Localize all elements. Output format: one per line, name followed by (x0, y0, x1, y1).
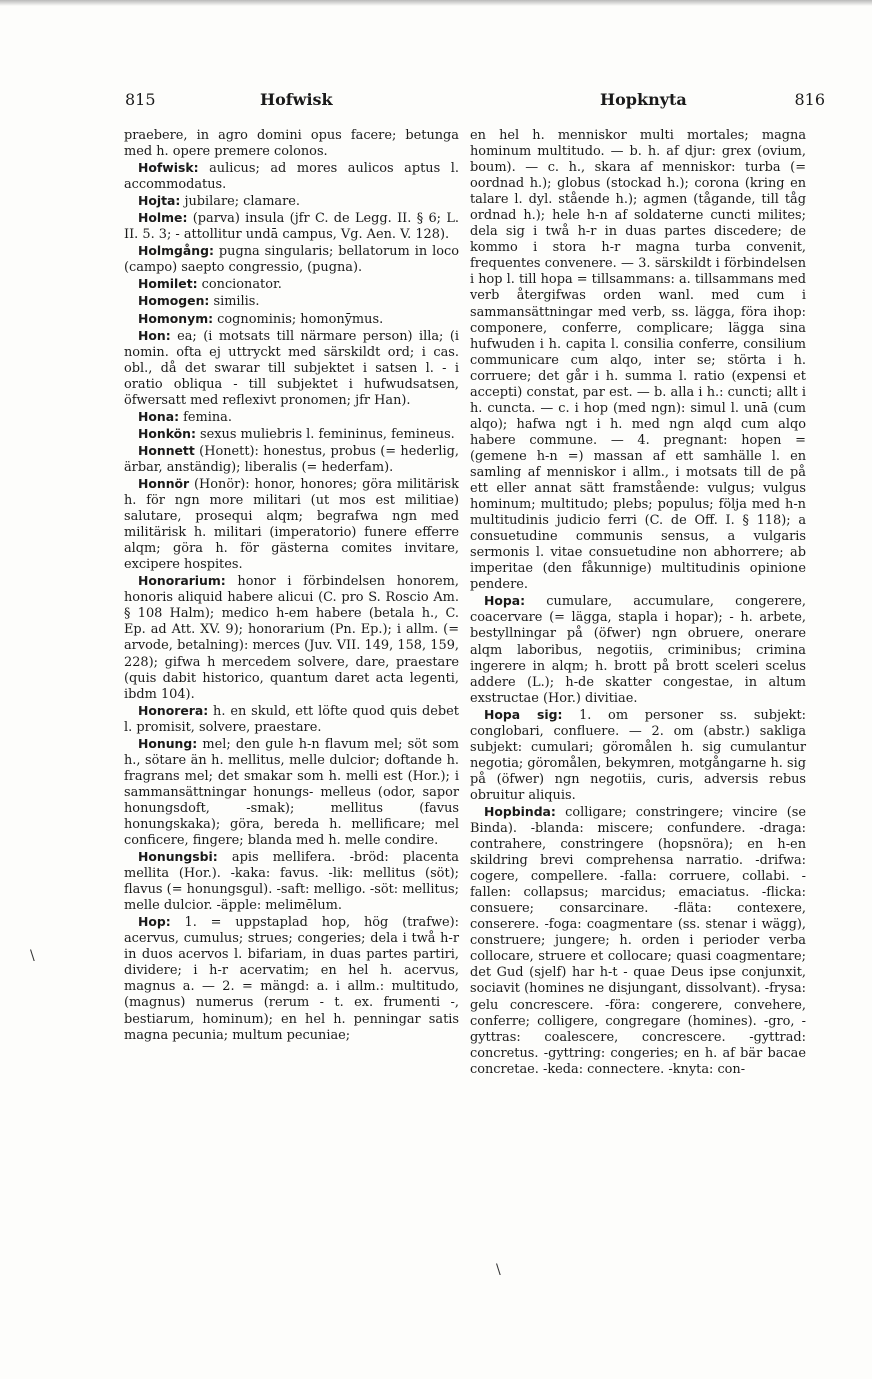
entry-text: ea; (i motsats till närmare person) illa; (i nomin. ofta ej uttryckt med särskildt ord; i cas. obl., då det swarar till subjektet i satsen l. - i oratio obliqua - till subjektet i hufwudsatsen, öfwersatt med reflexivt pronomen; jfr Han). (124, 328, 459, 408)
entry-text: h. en skuld, ett löfte quod quis debet l. promisit, solvere, praestare. (124, 703, 459, 735)
page-number-right: 816 (794, 90, 825, 109)
entry-headword: Honung: (138, 735, 198, 751)
entry-text: (Honett): honestus, probus (= hederlig, ärbar, anständig); liberalis (= hederfam). (124, 443, 459, 475)
entry-headword: Hopbinda: (484, 803, 556, 819)
running-head-right: Hopknyta (600, 90, 687, 109)
running-head-left: Hofwisk (260, 90, 333, 109)
dictionary-entry (124, 243, 459, 276)
dictionary-entry (124, 311, 459, 328)
dictionary-entry (124, 476, 459, 573)
entry-text: sexus muliebris l. femininus, femineus. (195, 426, 455, 442)
dictionary-entry (124, 128, 459, 160)
entry-text: en hel h. menniskor multi mortales; magna hominum multitudo. — b. h. af djur: grex (ovium, boum). — c. h., skara af menniskor: turba (= oordnad h.); globus (stockad h.); corona (kring en talare l. dyl. stående h.); agmen (tågande, till tåg ordnad h.); hele h-n af soldaterne cuncti milites; dela sig i twå h-r in duas partes discedere; de kommo i stora h-r magna turba convenit, frequentes convenere. — 3. särskildt i förbindelsen i hop l. till hopa = tillsammans: a. tillsammans med verb återgifwas orden wanl. med cum i sammansättningar med verb, ss. lägga, föra ihop: componere, conferre, complicare; lägga sina hufwuden i h. capita l. consilia conferre, consilium communicare cum alqo, inter se; störta i h. corruere; det går i h. summa l. ratio (expensi et accepti) constat, par est. — b. alla i h.: cuncti; allt i h. cuncta. — c. i hop (med ngn): simul l. unā (cum alqo); hafwa ngt i h. med ngn alqd cum alqo habere commune. — 4. pregnant: hopen = (gemene h-n =) massan af ett samhälle l. en samling af menniskor i allm., i motsats till de på ett eller annat sätt framstående: vulgus; vulgus hominum; multitudo; plebs; populus; följa med h-n multitudinis judicio ferri (C. de Off. I. § 118); a consuetudine communis sensus, a vulgaris sermonis l. vitae consuetudine non abhorrere; ab imperitae (den fåkunnige) multitudinis opinione pendere. (470, 128, 806, 593)
dictionary-entry (124, 703, 459, 736)
entry-headword: Holmgång: (138, 243, 214, 259)
entry-text: aulicus; ad mores aulicos aptus l. accommodatus. (124, 161, 459, 193)
left-column (124, 128, 459, 1044)
dictionary-entry (124, 328, 459, 409)
entry-text: honor i förbindelsen honorem, honoris aliquid habere alicui (C. pro S. Roscio Am. § 108 Halm); medico h-em habere (betala h., C. Ep. ad Att. XV. 9); honorarium (Pn. Ep.); i allm. (= arvode, betalning): merces (Juv. VII. 149, 158, 159, 228); gifwa h mercedem solvere, dare, praestare (quis dabit historico, quantum daret acta legenti, ibdm 104). (124, 574, 459, 702)
entry-text: jubilare; clamare. (180, 194, 301, 210)
dictionary-entry (124, 426, 459, 443)
entry-text: (parva) insula (jfr C. de Legg. II. § 6; L. II. 5. 3; - attollitur undā campus, Vg. Aen. V. 128). (124, 211, 459, 243)
entry-headword: Hopa: (484, 593, 526, 609)
entry-headword: Hon: (138, 327, 171, 343)
entry-text: femina. (179, 409, 232, 425)
entry-text: similis. (209, 294, 260, 310)
entry-text: cognominis; homonȳmus. (213, 311, 384, 327)
dictionary-entry (124, 849, 459, 914)
entry-headword: Honorera: (138, 702, 209, 718)
dictionary-entry (124, 573, 459, 702)
entry-text: concionator. (197, 277, 282, 293)
entry-text: (Honör): honor, honores; göra militärisk h. för ngn more militari (ut mos est militiae) salutare, prosequi alqm; begrafwa ngn med militärisk h. militari (imperatorio) funere efferre alqm; göra h. för gästerna comites invitare, excipere hospites. (124, 476, 459, 573)
entry-headword: Honnör (138, 475, 190, 491)
margin-mark: \ (496, 1262, 501, 1278)
entry-headword: Honkön: (138, 425, 196, 441)
entry-headword: Honungsbi: (138, 849, 218, 865)
entry-headword: Homonym: (138, 310, 214, 326)
entry-text: apis mellifera. -bröd: placenta mellita (Hor.). -kaka: favus. -lik: mellitus (söt); flavus (= honungsgul). -saft: melligo. -söt: mellitus; melle dulcior. -äpple: melimēlum. (124, 850, 459, 914)
entry-text: 1. om personer ss. subjekt: conglobari, confluere. — 2. om (abstr.) sakliga subjekt: cumulari; göromålen h. sig cumulantur negotia; göromålen, bekymren, motgångarne h. sig på (öfwer) ngn negotiis, curis, adversis rebus obruitur aliquis. (470, 707, 806, 803)
dictionary-entry (124, 160, 459, 193)
dictionary-entry (470, 804, 806, 1078)
entry-headword: Honorarium: (138, 573, 226, 589)
dictionary-entry (124, 443, 459, 476)
dictionary-entry (470, 593, 806, 706)
right-column (470, 128, 806, 1078)
dictionary-entry (124, 193, 459, 210)
entry-headword: Homilet: (138, 276, 198, 292)
dictionary-entry (124, 210, 459, 243)
entry-headword: Holme: (138, 210, 188, 226)
entry-text: cumulare, accumulare, congerere, coacervare (= lägga, stapla i hopar); - h. arbete, bestyllningar på (öfwer) ngn obruere, onerare alqm laboribus, negotiis, criminibus; crimina ingerere in alqm; h. brott på brott sceleri scelus addere (L.); h-de skatter congestae, in altum exstructae (Hor.) divitiae. (470, 594, 806, 706)
dictionary-entry (124, 914, 459, 1043)
dictionary-entry (470, 128, 806, 593)
entry-headword: Hop: (138, 914, 171, 930)
entry-text: pugna singularis; bellatorum in loco (campo) saepto congressio, (pugna). (124, 244, 459, 276)
entry-headword: Honnett (138, 442, 195, 458)
entry-text: praebere, in agro domini opus facere; betunga med h. opere premere colonos. (124, 128, 459, 160)
dictionary-entry (124, 293, 459, 310)
entry-headword: Hojta: (138, 193, 181, 209)
entry-headword: Homogen: (138, 293, 210, 309)
entry-headword: Hona: (138, 408, 180, 424)
entry-text: mel; den gule h-n flavum mel; söt som h., sötare än h. mellitus, melle dulcior; doftande h. fragrans mel; det smakar som h. melli est (Hor.); i sammansättningar honungs- melleus (odor, sapor honungsdoft, -smak); mellitus (favus honungskaka); göra, bereda h. mellificare; mel conficere, fingere; blanda med h. melle condire. (124, 736, 459, 849)
entry-text: 1. = uppstaplad hop, hög (trafwe): acervus, cumulus; strues; congeries; dela i twå h-r in duos acervos l. bifariam, in duas partes partiri, dividere; i h-r acervatim; en hel h. acervus, magnus a. — 2. = mängd: a. i allm.: multitudo, (magnus) numerus (rerum - t. ex. frumenti -, bestiarum, hominum); en hel h. penningar satis magna pecunia; multum pecuniae; (124, 915, 459, 1043)
dictionary-entry (124, 736, 459, 849)
entry-headword: Hopa sig: (484, 706, 563, 722)
entry-text: colligare; constringere; vincire (se Binda). -blanda: miscere; confundere. -draga: contrahere, constringere (hopsnöra); en h-en skildring brevi comprehensa narratio. -drifwa: cogere, compellere. -falla: corruere, collabi. -fallen: collapsus; marcidus; emaciatus. -flicka: consuere; consarcinare. -fläta: contexere, conserere. -foga: coagmentare (ss. stenar i wägg), construere; jungere; h. orden i perioder verba collocare, struere et collocare; quasi coagmentare; det Gud (sjelf) har h-t - quae Deus ipse conjunxit, sociavit (homines ne disjungant, dissolvant). -frysa: gelu concrescere. -föra: congerere, convehere, conferre; colligere, congregare (homines). -gro, -gyttras: coalescere, concrescere. -gyttrad: concretus. -gyttring: congeries; en h. af bär bacae concretae. -keda: connectere. -knyta: con- (470, 804, 806, 1077)
dictionary-entry (124, 409, 459, 426)
entry-headword: Hofwisk: (138, 160, 199, 176)
page-header (125, 90, 825, 116)
dictionary-entry (124, 276, 459, 293)
dictionary-entry (470, 707, 806, 804)
page-number-left: 815 (125, 90, 156, 109)
scan-top-edge (0, 0, 872, 6)
margin-mark: \ (30, 948, 35, 964)
